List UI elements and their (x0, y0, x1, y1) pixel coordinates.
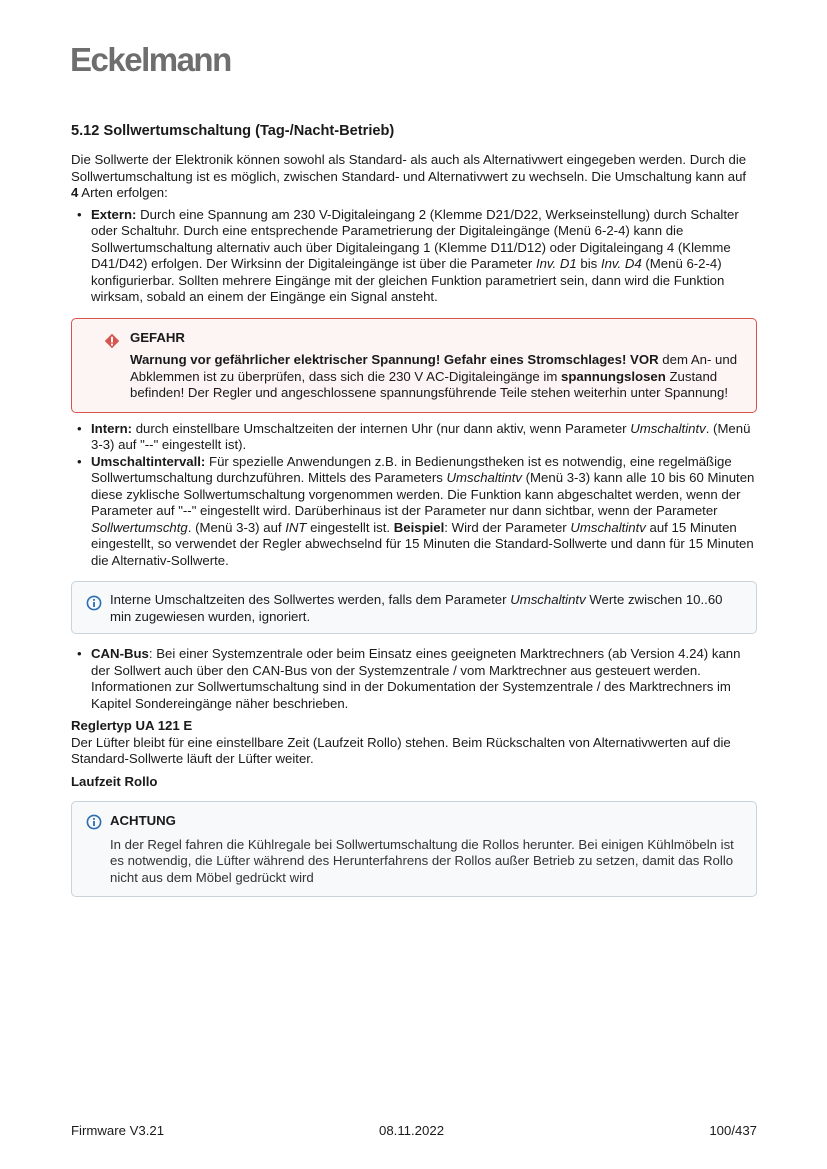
danger-title: GEFAHR (130, 329, 185, 345)
list-item-extern: • Extern: Durch eine Spannung am 230 V-Digitaleingang 2 (Klemme D21/D22, Werkseinstellung) durch Schalter oder Schaltuhr. Durch eine entsprechende Parametrierung der Digitaleingänge (Menü 6-2-4) kann die Sollwertumschaltung alternativ auch über Digitaleingang 1 (Klemme D11/D12) oder Digitaleingang 4 (Klemme D41/D42) erfolgen. Der Wirksinn der Digitaleingänge ist über die Parameter Inv. D1 bis Inv. D4 (Menü 6-2-4) konfigurierbar. Sollten mehrere Eingänge mit der gleichen Funktion parametriert sein, dann wird die Funktion wirksam, sobald an einem der Eingänge ein Signal ansteht. (71, 207, 757, 306)
list-item-umschaltintervall: • Umschaltintervall: Für spezielle Anwendungen z.B. in Bedienungstheken ist es notwendig, eine regelmäßige Sollwertumschaltung durchzuführen. Mittels des Parameters Umschaltintv (Menü 3-3) kann alle 10 bis 60 Minuten diese zyklische Sollwertumschaltung vorgenommen werden. Die Funktion kann abgeschaltet werden, wenn der Parameter auf "--" eingestellt wird. Darüberhinaus ist der Parameter nur dann sichtbar, wenn der Parameter Sollwertumschtg. (Menü 3-3) auf INT eingestellt ist. Beispiel: Wird der Parameter Umschaltintv auf 15 Minuten eingestellt, so verwendet der Regler abwechselnd für 15 Minuten die Standard-Sollwerte und dann für 15 Minuten die Alternativ-Sollwerte. (71, 454, 757, 570)
intro-paragraph: Die Sollwerte der Elektronik können sowohl als Standard- als auch als Alternativwert eingegeben werden. Durch die Sollwertumschaltung ist es möglich, zwischen Standard- und Alternativwert zu wechseln. Die Umschaltung kann auf 4 Arten erfolgen: (71, 152, 747, 200)
info-box (71, 581, 757, 634)
info-icon (86, 814, 102, 830)
section-title: 5.12 Sollwertumschaltung (Tag-/Nacht-Betrieb) (71, 123, 395, 139)
danger-text: Warnung vor gefährlicher elektrischer Spannung! Gefahr eines Stromschlages! VOR dem An- und Abklemmen ist zu überprüfen, dass sich die 230 V AC-Digitaleingänge im spannungslosen Zustand befinden! Der Regler und angeschlossene spannungsführende Teile stehen weiterhin unter Spannung! (130, 352, 738, 400)
list-item-canbus: • CAN-Bus: Bei einer Systemzentrale oder beim Einsatz eines geeigneten Marktrechners (ab Version 4.24) kann der Sollwert auch über den CAN-Bus von der Systemzentrale / vom Marktrechner aus gesteuert werden. Informationen zur Sollwertumschaltung sind in der Dokumentation der Systemzentrale / des Marktrechners im Kapitel Sondereingänge näher beschrieben. (71, 646, 757, 712)
info-text: Interne Umschaltzeiten des Sollwertes werden, falls dem Parameter Umschaltintv Werte zwischen 10..60 min zugewiesen wurden, ignoriert. (110, 592, 723, 624)
regler-title: Reglertyp UA 121 E (71, 718, 193, 733)
mode-list (71, 207, 757, 306)
list-item-intern: • Intern: durch einstellbare Umschaltzeiten der internen Uhr (nur dann aktiv, wenn Parameter Umschaltintv. (Menü 3-3) auf "--" eingestellt ist). (71, 421, 757, 454)
attention-box (71, 801, 757, 897)
attention-title: ACHTUNG (110, 813, 176, 828)
regler-text: Der Lüfter bleibt für eine einstellbare Zeit (Laufzeit Rollo) stehen. Beim Rückschalten von Alternativwerten auf die Standard-Sollwerte läuft der Lüfter weiter. (71, 734, 731, 766)
laufzeit-rollo-title: Laufzeit Rollo (71, 773, 158, 789)
danger-box (71, 318, 757, 413)
footer-firmware: Firmware V3.21 (71, 1123, 165, 1138)
mode-list-canbus (71, 646, 757, 712)
attention-text: In der Regel fahren die Kühlregale bei Sollwertumschaltung die Rollos herunter. Bei einigen Kühlmöbeln ist es notwendig, die Lüfter während des Herunterfahrens der Rollos außer Betrieb zu setzen, damit das Rollo nicht aus dem Möbel gedrückt wird (110, 836, 734, 885)
footer-page-number: 100/437 (709, 1123, 757, 1138)
footer-date: 08.11.2022 (379, 1123, 445, 1138)
page-footer (71, 1123, 757, 1141)
danger-warning-icon (104, 333, 120, 349)
mode-list-cont (71, 421, 757, 570)
page-content (71, 122, 757, 897)
eckelmann-logo: Eckelmann (70, 41, 231, 78)
info-icon (86, 595, 102, 611)
